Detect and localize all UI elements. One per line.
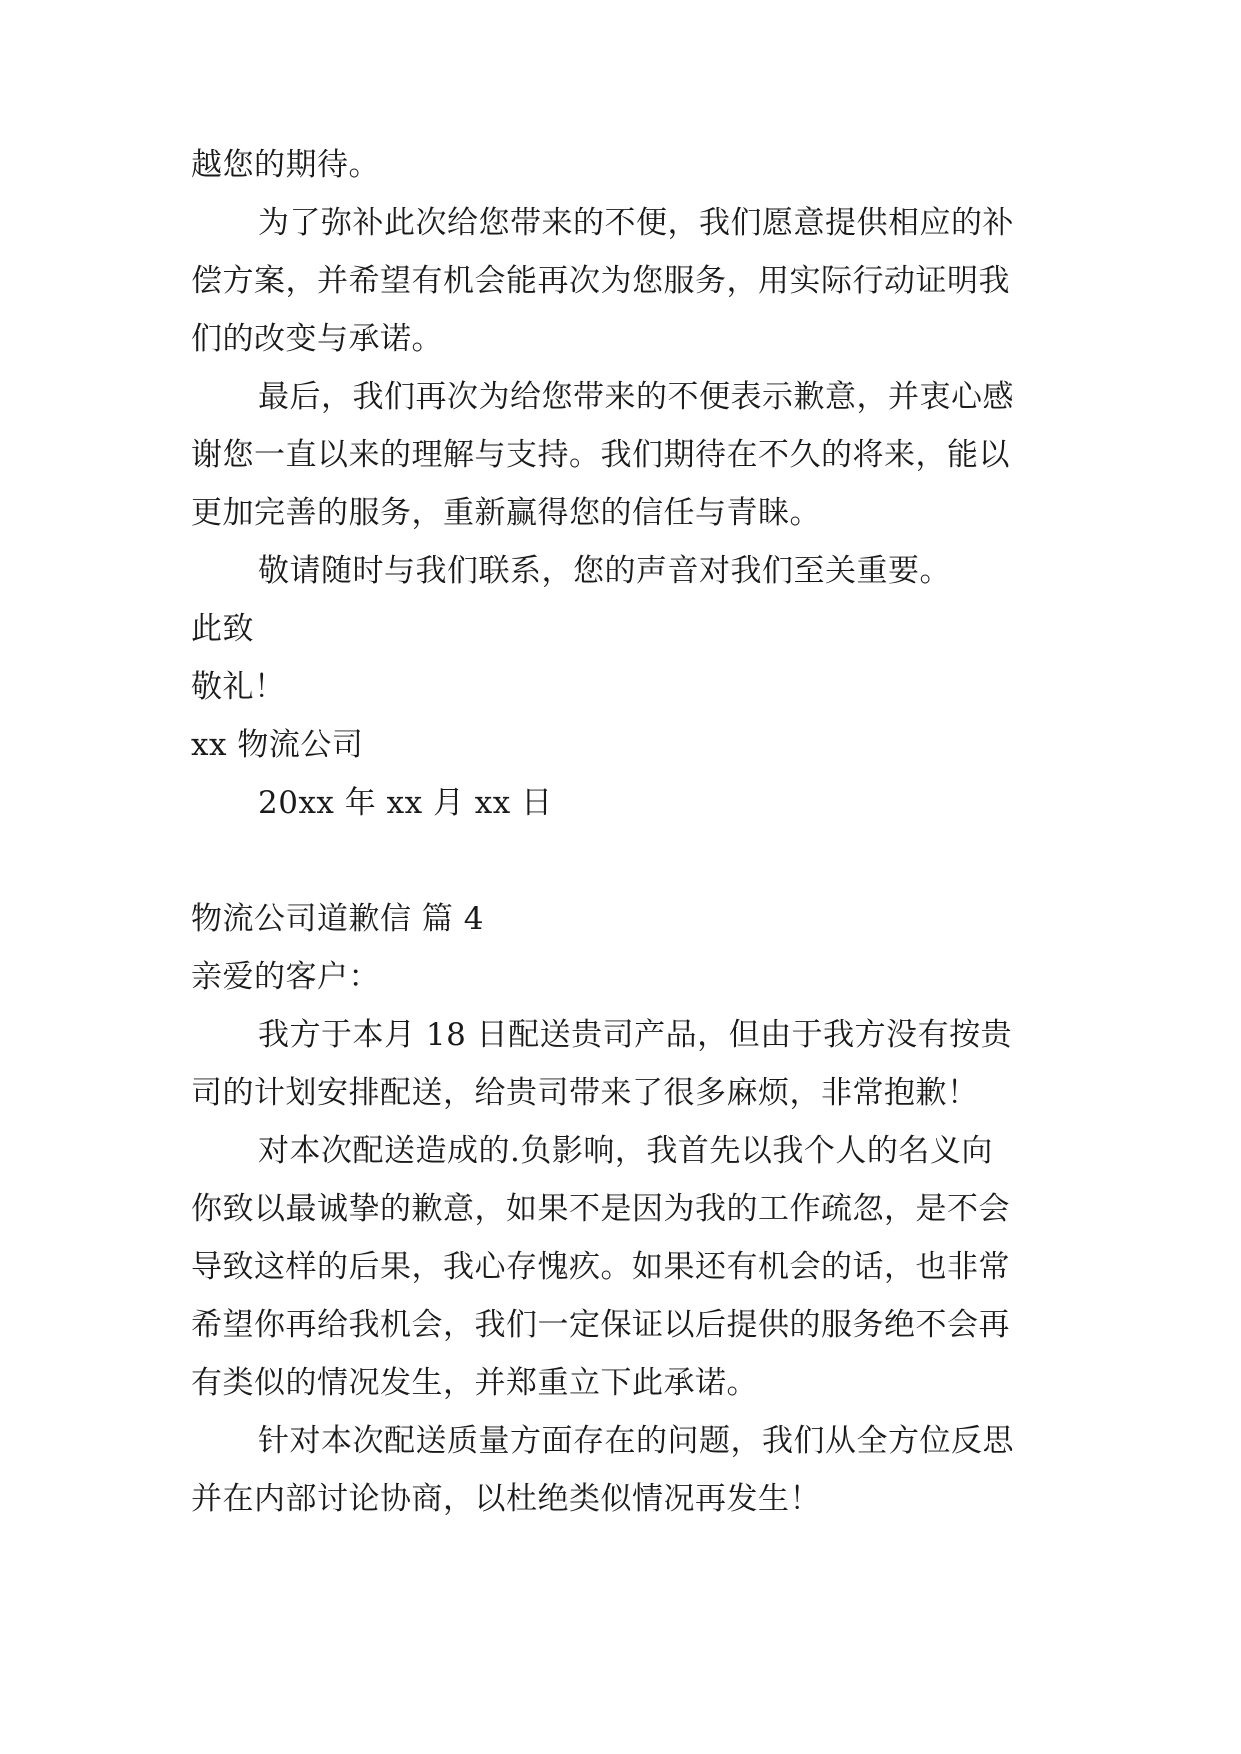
paragraph-line: 偿方案，并希望有机会能再次为您服务，用实际行动证明我 [191,263,1010,299]
paragraph-line: 有类似的情况发生，并郑重立下此承诺。 [191,1365,758,1401]
paragraph-line: 导致这样的后果，我心存愧疚。如果还有机会的话，也非常 [191,1249,1010,1285]
paragraph-line: 谢您一直以来的理解与支持。我们期待在不久的将来，能以 [191,437,1010,473]
signature-line: xx 物流公司 [191,727,364,763]
paragraph-line: 针对本次配送质量方面存在的问题，我们从全方位反思 [258,1423,1014,1459]
paragraph-line: 最后，我们再次为给您带来的不便表示歉意，并衷心感 [258,379,1014,415]
closing-line: 此致 [191,611,254,647]
paragraph-line: 希望你再给我机会，我们一定保证以后提供的服务绝不会再 [191,1307,1010,1343]
paragraph-line: 我方于本月 18 日配送贵司产品，但由于我方没有按贵 [258,1017,1013,1053]
paragraph-line: 越您的期待。 [191,147,380,183]
greeting-line: 亲爱的客户： [191,959,380,995]
salute-line: 敬礼！ [191,669,286,705]
paragraph-line: 并在内部讨论协商，以杜绝类似情况再发生！ [191,1481,821,1517]
date-line: 20xx 年 xx 月 xx 日 [258,785,553,821]
paragraph-line: 更加完善的服务，重新赢得您的信任与青睐。 [191,495,821,531]
paragraph-line: 对本次配送造成的.负影响，我首先以我个人的名义向 [258,1133,993,1169]
paragraph-line: 敬请随时与我们联系，您的声音对我们至关重要。 [258,553,951,589]
paragraph-line: 们的改变与承诺。 [191,321,443,357]
paragraph-line: 司的计划安排配送，给贵司带来了很多麻烦，非常抱歉！ [191,1075,979,1111]
section-title: 物流公司道歉信 篇 4 [191,901,484,937]
paragraph-line: 你致以最诚挚的歉意，如果不是因为我的工作疏忽，是不会 [191,1191,1010,1227]
paragraph-line: 为了弥补此次给您带来的不便，我们愿意提供相应的补 [258,205,1014,241]
